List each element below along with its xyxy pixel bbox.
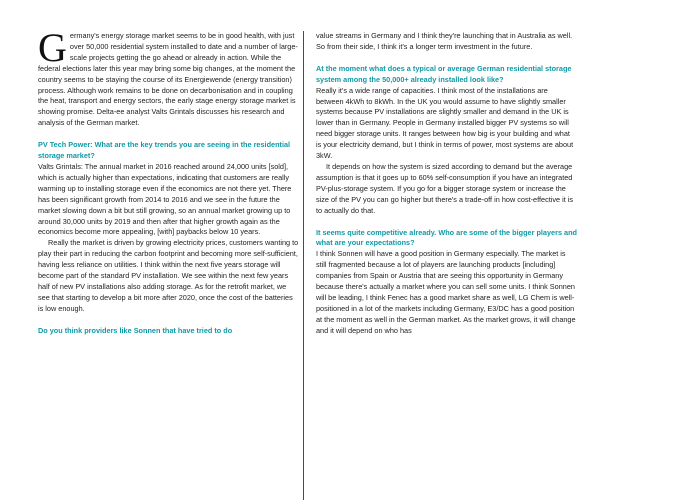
answer-3-paragraph-1: Really it's a wide range of capacities. I think most of the installations are between 4kWh to 8kWh. In the UK you would assume to have slightly smaller systems because PV installations are slightly smaller and demand in the UK is lower than in Germany. People in Germany installed bigger PV systems so will need bigger storage units. It ranges between how big is your building and what is your electricity demand, but I think in terms of power, most systems are about 3kW. (316, 85, 574, 161)
answer-4-paragraph-1: I think Sonnen will have a good position in Germany especially. The market is still fragmented because a lot of players are launching products [including] companies from Spain or Austria that are seeing this opportunity in Germany because there's actually a market where you can sell some units. I think Sonnen will be leading, I think Fenec has a good market share as well, LG Chem is well-positioned in a lot of the markets including Germany, E3/DC has a good position at the moment as well in the German market. As the market grows, it will change and it will depend on who has (316, 249, 576, 335)
column-divider (303, 31, 304, 500)
left-column (38, 25, 299, 337)
drop-cap: G (38, 25, 67, 70)
answer-1-paragraph-2: Really the market is driven by growing electricity prices, customers wanting to play their part in reducing the carbon footprint and becoming more self-sufficient, having less reliance on utilities. I think within the next five years storage will become part of the standard PV installation. We see within the next few years half of new PV installations also adding storage. As for the retrofit market, we see that starting to develop a bit more after 2020, once the cost of the batteries is low enough. (38, 238, 299, 313)
answer-1-paragraph-1: Valts Grintals: The annual market in 2016 reached around 24,000 units [sold], which is actually higher than expectations, indicating that customers are really warming up to installing storage even if the economics are not there yet. There has been significant growth from 2014 to 2016 and we see in the future the market slowing down a bit but still growing, so an annual market growing up to around 30,000 units by 2019 and then after that higher growth again as the economics become more appealing, [with] paybacks below 10 years. (38, 161, 292, 237)
question-heading-4: It seems quite competitive already. Who are some of the bigger players and what are your expectations? (316, 227, 578, 248)
right-column (316, 31, 577, 337)
question-heading-1: PV Tech Power: What are the key trends you are seeing in the residential storage market? (38, 140, 291, 161)
question-heading-3: At the moment what does a typical or average German residential storage system among the 50,000+ already installed look like? (316, 63, 572, 84)
intro-text: ermany's energy storage market seems to be in good health, with just over 50,000 residential system installed to date and a number of large-scale projects getting the go ahead or already in action. While the federal elections later this year may bring some big changes, at the moment the country seems to be staying the course of its Energiewende (energy transition) process. Although work remains to be done on decarbonisation and in coupling the heat, transport and energy sectors, the early stage energy storage market is showing promise. Delta-ee analyst Valts Grintals discusses his research and analysis of the German market. (38, 31, 298, 128)
question-heading-2: Do you think providers like Sonnen that have tried to do (38, 325, 233, 335)
answer-3-paragraph-2: It depends on how the system is sized according to demand but the average assumption is that it goes up to 60% self-consumption if you have an integrated PV-plus-storage system. If you go for a bigger storage system or increase the size of the PV you can go higher but there's a trade-off in how cost-effective it is to actually do that. (316, 161, 574, 215)
continued-paragraph: value streams in Germany and I think they're launching that in Australia as well. So from their side, I think it's a longer term investment in the future. (316, 31, 573, 51)
intro-paragraph (38, 25, 299, 129)
